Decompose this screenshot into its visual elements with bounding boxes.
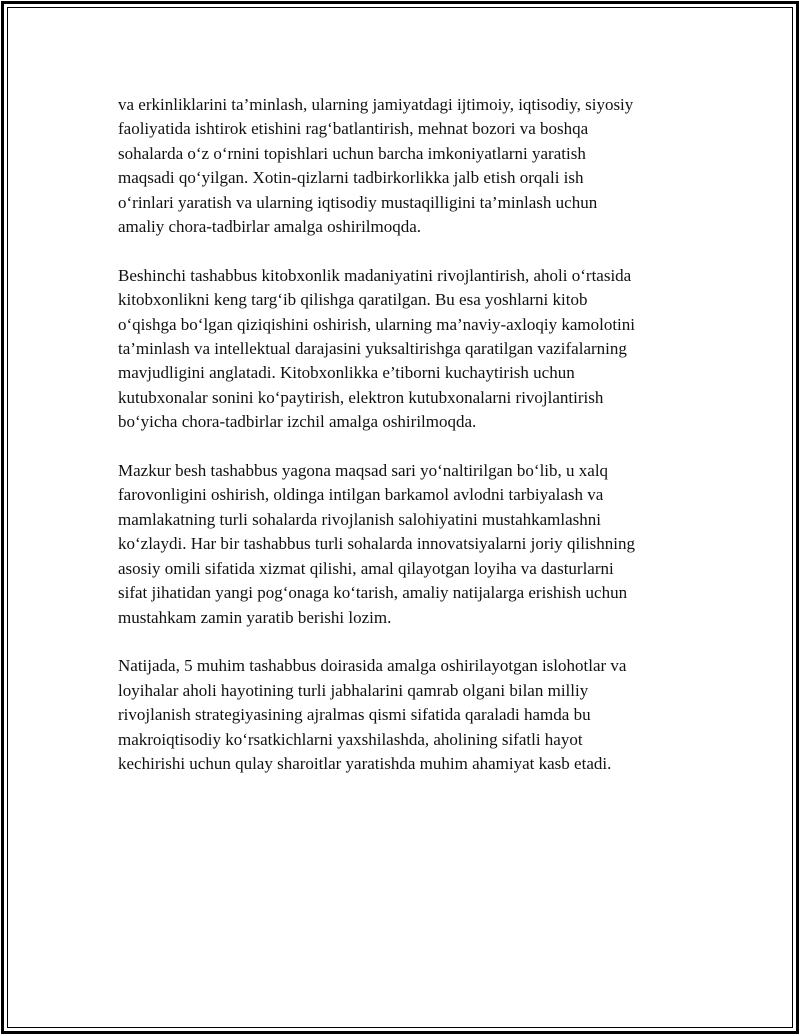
text-line: ta’minlash va intellektual darajasini yuksaltirishga qaratilgan vazifalarning: [118, 339, 627, 359]
text-line: sifat jihatidan yangi pog‘onaga ko‘tarish, amaliy natijalarga erishish uchun: [118, 583, 628, 603]
text-line: kutubxonalar sonini ko‘paytirish, elektron kutubxonalarni rivojlantirish: [118, 387, 604, 407]
text-line: Mazkur besh tashabbus yagona maqsad sari yo‘naltirilgan bo‘lib, u xalq: [118, 461, 609, 481]
text-line: maqsadi qo‘yilgan. Xotin-qizlarni tadbirkorlikka jalb etish orqali ish: [118, 168, 584, 188]
text-line: bo‘yicha chora-tadbirlar izchil amalga oshirilmoqda.: [118, 412, 477, 432]
document-body: [118, 93, 698, 801]
text-line: o‘rinlari yaratish va ularning iqtisodiy mustaqilligini ta’minlash uchun: [118, 192, 598, 212]
text-line: va erkinliklarini ta’minlash, ularning jamiyatdagi ijtimoiy, iqtisodiy, siyosiy: [118, 95, 634, 114]
text-line: sohalarda o‘z o‘rnini topishlari uchun barcha imkoniyatlarni yaratish: [118, 143, 586, 163]
text-line: loyihalar aholi hayotining turli jabhalarini qamrab olgani bilan milliy: [118, 680, 589, 700]
text-line: Beshinchi tashabbus kitobxonlik madaniyatini rivojlantirish, aholi o‘rtasida: [118, 265, 632, 285]
text-line: mavjudligini anglatadi. Kitobxonlikka e’tiborni kuchaytirish uchun: [118, 363, 575, 383]
text-line: asosiy omili sifatida xizmat qilishi, amal qilayotgan loyiha va dasturlarni: [118, 558, 614, 578]
text-line: o‘qishga bo‘lgan qiziqishini oshirish, ularning ma’naviy-axloqiy kamolotini: [118, 314, 636, 334]
text-line: Natijada, 5 muhim tashabbus doirasida amalga oshirilayotgan islohotlar va: [118, 656, 627, 676]
paragraph-4: [118, 654, 698, 776]
text-line: mamlakatning turli sohalarda rivojlanish salohiyatini mustahkamlashni: [118, 509, 601, 529]
paragraph-3: [118, 459, 698, 630]
text-line: amaliy chora-tadbirlar amalga oshirilmoqda.: [118, 217, 422, 237]
text-line: kitobxonlikni keng targ‘ib qilishga qaratilgan. Bu esa yoshlarni kitob: [118, 290, 588, 310]
text-line: makroiqtisodiy ko‘rsatkichlarni yaxshilashda, aholining sifatli hayot: [118, 729, 583, 749]
paragraph-1: [118, 93, 698, 239]
text-line: ko‘zlaydi. Har bir tashabbus turli sohalarda innovatsiyalarni joriy qilishning: [118, 534, 635, 554]
text-line: kechirishi uchun qulay sharoitlar yaratishda muhim ahamiyat kasb etadi.: [118, 753, 612, 773]
text-line: rivojlanish strategiyasining ajralmas qismi sifatida qaraladi hamda bu: [118, 705, 591, 725]
text-line: faoliyatida ishtirok etishini rag‘batlantirish, mehnat bozori va boshqa: [118, 119, 589, 139]
text-line: farovonligini oshirish, oldinga intilgan barkamol avlodni tarbiyalash va: [118, 485, 604, 505]
text-line: mustahkam zamin yaratib berishi lozim.: [118, 607, 392, 627]
paragraph-2: [118, 264, 698, 435]
